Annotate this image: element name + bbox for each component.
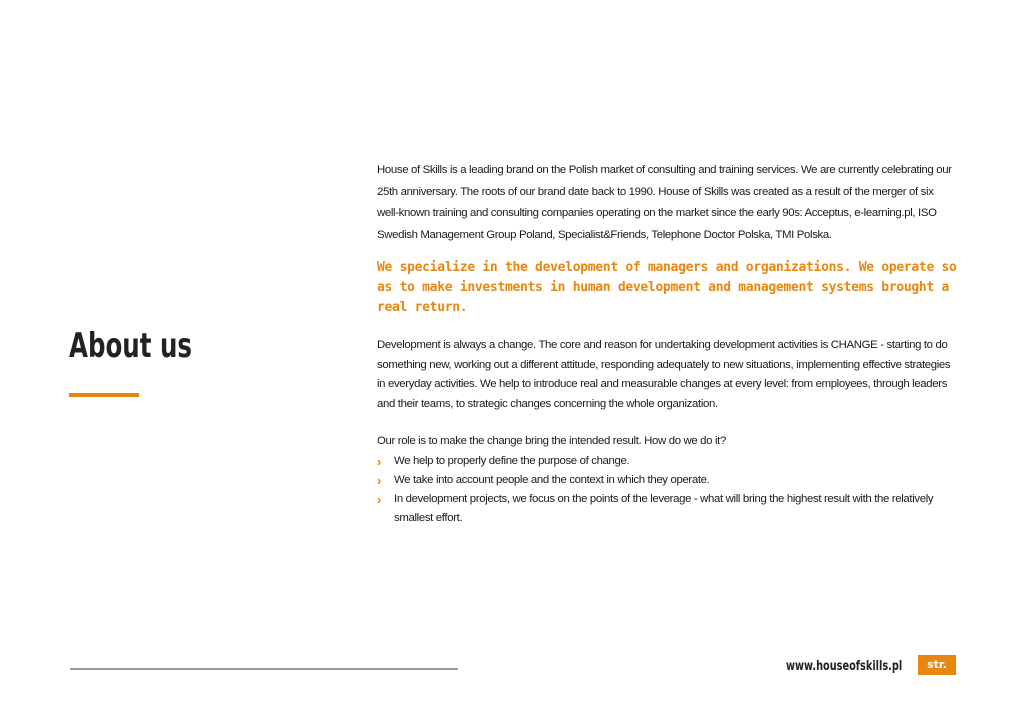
main-content xyxy=(377,160,957,528)
highlight-statement: We specialize in the development of managers and organizations. We operate so as to make investments in human development and management systems brought a real return. xyxy=(377,260,957,315)
chevron-right-icon: › xyxy=(377,473,381,488)
bullet-list xyxy=(377,452,957,528)
footer-divider xyxy=(70,668,458,670)
list-item-text: We take into account people and the context in which they operate. xyxy=(394,474,710,486)
chevron-right-icon: › xyxy=(377,492,381,507)
list-item xyxy=(377,490,957,528)
list-item-text: We help to properly define the purpose of change. xyxy=(394,455,630,467)
list-item-text: In development projects, we focus on the points of the leverage - what will bring the highest result with the relatively smallest effort. xyxy=(394,493,934,524)
intro-paragraph: House of Skills is a leading brand on the Polish market of consulting and training services. We are currently celebrating our 25th anniversary. The roots of our brand date back to 1990. House of Skills was created as a result of the merger of six well-known training and consulting companies operating on the market since the early 90s: Acceptus, e-learning.pl, ISO Swedish Management Group Poland, Specialist&Friends, Telephone Doctor Polska, TMI Polska. xyxy=(377,164,952,241)
title-underline xyxy=(69,393,139,397)
list-item xyxy=(377,471,957,490)
chevron-right-icon: › xyxy=(377,454,381,469)
role-question: Our role is to make the change bring the intended result. How do we do it? xyxy=(377,435,726,447)
list-item xyxy=(377,452,957,471)
footer-website-link[interactable]: www.houseofskills.pl xyxy=(786,659,903,674)
page-title: About us xyxy=(69,326,192,366)
page-number-badge: str. 24 xyxy=(918,655,956,675)
development-paragraph: Development is always a change. The core and reason for undertaking development activities is CHANGE - starting to do something new, working out a different attitude, responding adequately to new situations, implementing effective strategies in everyday activities. We help to introduce real and measurable changes at every level: from employees, through leaders and their teams, to strategic changes concerning the whole organization. xyxy=(377,339,951,410)
